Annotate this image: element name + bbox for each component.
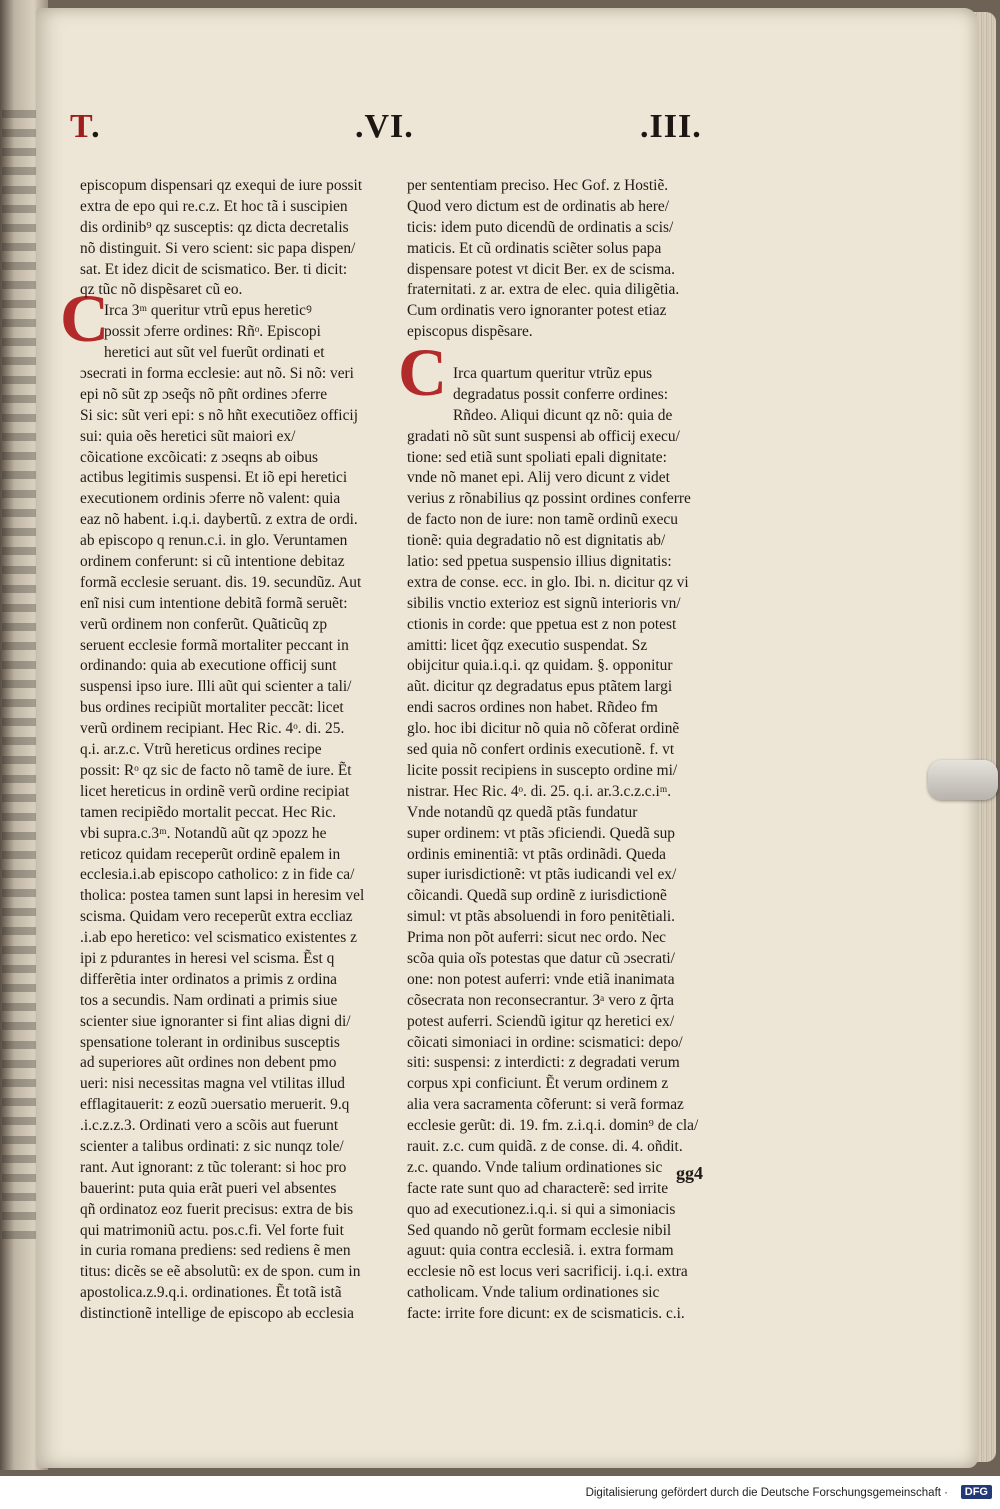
text-line: z.c. quando. Vnde talium ordinationes sic [407,1158,663,1176]
text-line: alia vera sacramenta cõferunt: si verã formaz [407,1096,684,1114]
text-line: executionem ordinis ɔferre nõ valent: quia [80,490,341,508]
text-line: ordinis eminentiã: vt ptãs ordinãdi. Queda [407,845,667,863]
text-line: Quod vero dictum est de ordinatis ab here/ [407,197,669,215]
text-line: episcopus dispẽsare. [407,323,533,341]
text-line: Si sic: sũt veri epi: s nõ hñt executiõez officij [80,406,358,424]
text-line: .i.c.z.z.3. Ordinati vero a scõis aut fuerunt [80,1117,339,1135]
header-center: .VI. [355,108,414,145]
text-line: qñ ordinatoz eoz fuerit precisus: extra de bis [80,1200,354,1218]
text-line: ctionis in corde: que ppetua est z non potest [407,615,677,633]
header-left-rest: . [91,108,101,145]
text-line: episcopum dispensari qz exequi de iure possit [80,177,363,194]
text-line: latio: sed ppetua suspensio illius dignitatis: [407,553,672,571]
text-line: cõicati simoniaci in ordine: scismatici: depo/ [407,1033,683,1051]
text-line: cõsecrata non reconsecrantur. 3ᵃ vero z q̃rta [407,991,674,1009]
text-line: licite possit recipiens in suscepto ordine mi/ [407,761,678,779]
text-line: super ordinem: vt ptãs ɔficiendi. Quedã sup [407,824,675,842]
text-line: dis ordinib⁹ qz susceptis: qz dicta decretalis [80,218,349,236]
text-line: Vnde notandũ qz quedã ptãs fundatur [407,803,638,821]
text-line: eaz nõ habent. i.q.i. daybertũ. z extra de ordi. [80,511,358,529]
drop-cap-left: C [60,280,110,356]
text-line: ecclesia.i.ab episcopo catholico: z in fide ca/ [80,866,355,884]
text-line: tholica: postea tamen sunt lapsi in heresim vel [80,887,365,905]
page-clip [928,760,998,800]
running-header [0,108,1000,148]
text-line: extra de epo qui re.c.z. Et hoc tã i suscipien [80,197,348,215]
text-line: licet hereticus in ordinẽ verũ ordine recipiat [80,782,350,800]
text-line: aũt. dicitur qz degradatus epus ptãtem largi [407,678,673,696]
text-line: suspensi ipso iure. Illi aũt qui scienter a tali/ [80,678,352,696]
text-line: Irca 3ᵐ queritur vtrũ epus hereticꝰ [104,302,312,320]
text-column-left [80,176,380,1325]
header-right: .III. [640,108,702,145]
text-line: Rñdeo. Aliqui dicunt qz nõ: quia de [453,406,673,424]
text-line: siti: suspensi: z interdicti: z degradati verum [407,1054,680,1072]
text-line: ɔsecrati in forma ecclesie: aut nõ. Si nõ: veri [80,365,354,383]
text-line: ticis: idem puto dicendũ de ordinatis a scis/ [407,218,674,236]
text-column-right [407,176,712,1325]
text-line: scisma. Quidam vero receperũt extra eccliaz [80,908,353,926]
previous-page-text [2,110,40,1250]
text-line: Prima non põt auferri: sicut nec ordo. Nec [407,929,666,947]
text-line: apostolica.z.9.q.i. ordinationes. Ẽt totã istã [80,1284,342,1302]
text-line [407,343,712,364]
text-line: Irca quartum queritur vtrũz epus [453,365,653,383]
text-line: nistrar. Hec Ric. 4ᵒ. di. 25. q.i. ar.3.c.z.c.iᵐ. [407,782,672,800]
text-line: fraternitati. z ar. extra de elec. quia diligẽtia. [407,281,680,299]
text-line: sibilis vnctio exterioz est signũ interioris vn/ [407,594,681,612]
drop-cap-right: C [398,334,448,410]
text-line: sui: quia oẽs heretici sũt maiori ex/ [80,427,296,445]
text-line: scienter siue ignoranter si fint alias digni di/ [80,1012,351,1030]
text-line: tos a secundis. Nam ordinati a primis siue [80,991,338,1009]
text-line: Sed quando nõ gerũt formam ecclesie nibil [407,1221,672,1239]
text-line: de facto non de iure: non tamẽ ordinũ execu [407,511,678,529]
text-line: facte rate sunt quo ad characterẽ: sed irrite [407,1179,669,1197]
text-line: ipi z pdurantes in heresi vel scisma. Ẽst q [80,949,335,967]
text-line: endi sacros ordines non habet. Rñdeo fm [407,699,658,717]
text-line: catholicam. Vnde talium ordinationes sic [407,1284,660,1302]
text-line: maticis. Et cũ ordinatis sciẽter solus papa [407,239,662,257]
text-line: actibus legitimis suspensi. Et iõ epi heretici [80,469,348,487]
text-line: verũ ordinem non conferũt. Quãticũq zp [80,615,328,633]
text-line: potest auferri. Sciendũ igitur qz heretici ex/ [407,1012,675,1030]
text-line: facte: irrite fore dicunt: ex de scismaticis. c.i. [407,1305,685,1323]
text-line: verũ ordinem recipiant. Hec Ric. 4ᵒ. di. 25. [80,720,345,738]
text-line: tione: sed etiã sunt spoliati epali dignitate: [407,448,667,466]
text-line: simul: vt ptãs absoluendi in foro penitẽtiali. [407,908,676,926]
text-line: Cum ordinatis vero ignoranter potest etiaz [407,302,667,320]
text-line: heretici aut sũt vel fuerũt ordinati et [104,344,325,362]
text-line: vnde nõ manet epi. Alij vero dicunt z videt [407,469,670,487]
text-line: spensatione tolerant in ordinibus susceptis [80,1033,340,1051]
text-line: extra de conse. ecc. in glo. Ibi. n. dicitur qz vi [407,573,689,591]
text-line: reticoz quidam receperũt ordinẽ epalem in [80,845,341,863]
text-line: scienter a talibus ordinati: z sic nunqz tole/ [80,1137,344,1155]
text-line: one: non potest auferri: vnde etiã inanimata [407,970,675,988]
dfg-logo: DFG [961,1485,992,1499]
text-line: corpus xpi conficiunt. Ẽt verum ordinem z [407,1075,669,1093]
text-line: enĩ nisi cum intentione debitã formã seruẽt: [80,594,348,612]
text-line: possit ɔferre ordines: Rñᵒ. Episcopi [104,323,321,341]
text-line: distinctionẽ intellige de episcopo ab ecclesia [80,1305,354,1323]
text-line: possit: Rᵒ qz sic de facto nõ tamẽ de iure. Ẽt [80,761,352,779]
text-line: dispensare potest vt dicit Ber. ex de scisma. [407,260,675,278]
text-line: amitti: licet q̃qz executio suspendat. Sz [407,636,648,654]
text-line: .i.ab epo heretico: vel scismatico existentes z [80,929,357,947]
text-line: tionẽ: quia degradatio nõ est dignitatis ab/ [407,532,666,550]
text-line: rant. Aut ignorant: z tũc tolerant: si hoc pro [80,1158,347,1176]
text-line: degradatus possit conferre ordines: [453,385,668,403]
signature-mark: gg4 [676,1163,703,1183]
text-line: tamen recipiẽdo mortalit peccat. Hec Ric. [80,803,336,821]
footer-bar [0,1476,1000,1509]
header-left [70,108,101,146]
text-line: bauerint: puta quia erãt pueri vel absentes [80,1179,337,1197]
text-line: ecclesie nõ est locus veri sacrificij. i.q.i. extra [407,1263,688,1281]
text-line: seruent ecclesie formã mortaliter peccant in [80,636,349,654]
text-line: sed quia nõ confert ordinis executionẽ. f. vt [407,741,675,759]
text-line: formã ecclesie seruant. dis. 19. secundũz. Aut [80,573,362,591]
text-line: vbi supra.c.3ᵐ. Notandũ aũt qz ɔpozz he [80,824,327,842]
text-line: super iurisdictionẽ: vt ptãs iudicandi vel ex/ [407,866,677,884]
text-line: sat. Et idez dicit de scismatico. Ber. ti dicit: [80,260,348,278]
text-line: cõicandi. Quedã sup ordinẽ z iurisdictionẽ [407,887,667,905]
text-line: rauit. z.c. cum quidã. z de conse. di. 4. oñdit. [407,1137,683,1155]
text-line: gradati nõ sũt sunt suspensi ab officij execu/ [407,427,680,445]
text-line: qz tũc nõ dispẽsaret cũ eo. [80,281,243,299]
text-line: ueri: nisi necessitas magna vel vtilitas illud [80,1075,346,1093]
text-line: ad superiores aũt ordines non debent pmo [80,1054,337,1072]
footer-credit: Digitalisierung gefördert durch die Deutsche Forschungsgemeinschaft · [585,1487,948,1499]
text-line: ab episcopo q renun.c.i. in glo. Veruntamen [80,532,348,550]
text-line: aguut: quia contra ecclesiã. i. extra formam [407,1242,674,1260]
text-line: obijcitur quia.i.q.i. qz quidam. §. opponitur [407,657,673,675]
text-line: qui matrimoniũ actu. pos.c.fi. Vel forte fuit [80,1221,344,1239]
text-line: quo ad executionez.i.q.i. si qui a simoniacis [407,1200,676,1218]
text-line: in curia romana prediens: sed rediens ẽ men [80,1242,351,1260]
text-line: ordinem conferunt: si cũ intentione debitaz [80,553,345,571]
text-line: efflagitauerit: z eozũ ɔuersatio meruerit. 9.q [80,1096,350,1114]
text-line: cõicatione excõicati: z ɔseqns ab oibus [80,448,319,466]
text-line: differẽtia inter ordinatos a primis z ordina [80,970,337,988]
text-line: verius z rõnabilius qz possint ordines conferre [407,490,691,508]
text-line: ordinando: quia ab executione officij sunt [80,657,337,675]
text-line: per sententiam preciso. Hec Gof. z Hostiẽ. [407,177,669,194]
text-line: q.i. ar.z.c. Vtrũ hereticus ordines recipe [80,741,322,759]
text-line: glo. hoc ibi dicitur nõ quia nõ cõferat ordinẽ [407,720,680,738]
text-line: epi nõ sũt zp ɔseq̃s nõ pñt ordines ɔferre [80,385,328,403]
text-line: titus: dicẽs se eẽ absolutũ: ex de spon. cum in [80,1263,361,1281]
text-line: bus ordines recipiũt mortaliter peccãt: licet [80,699,344,717]
text-line: ecclesie gerũt: di. 19. fm. z.i.q.i. domin⁹ de cla/ [407,1117,699,1135]
text-line: nõ distinguit. Si vero scient: sic papa dispen/ [80,239,356,257]
text-line: scõa quia oĩs potestas que datur cũ ɔsecrati/ [407,949,675,967]
header-rubric-initial: T [70,108,92,145]
